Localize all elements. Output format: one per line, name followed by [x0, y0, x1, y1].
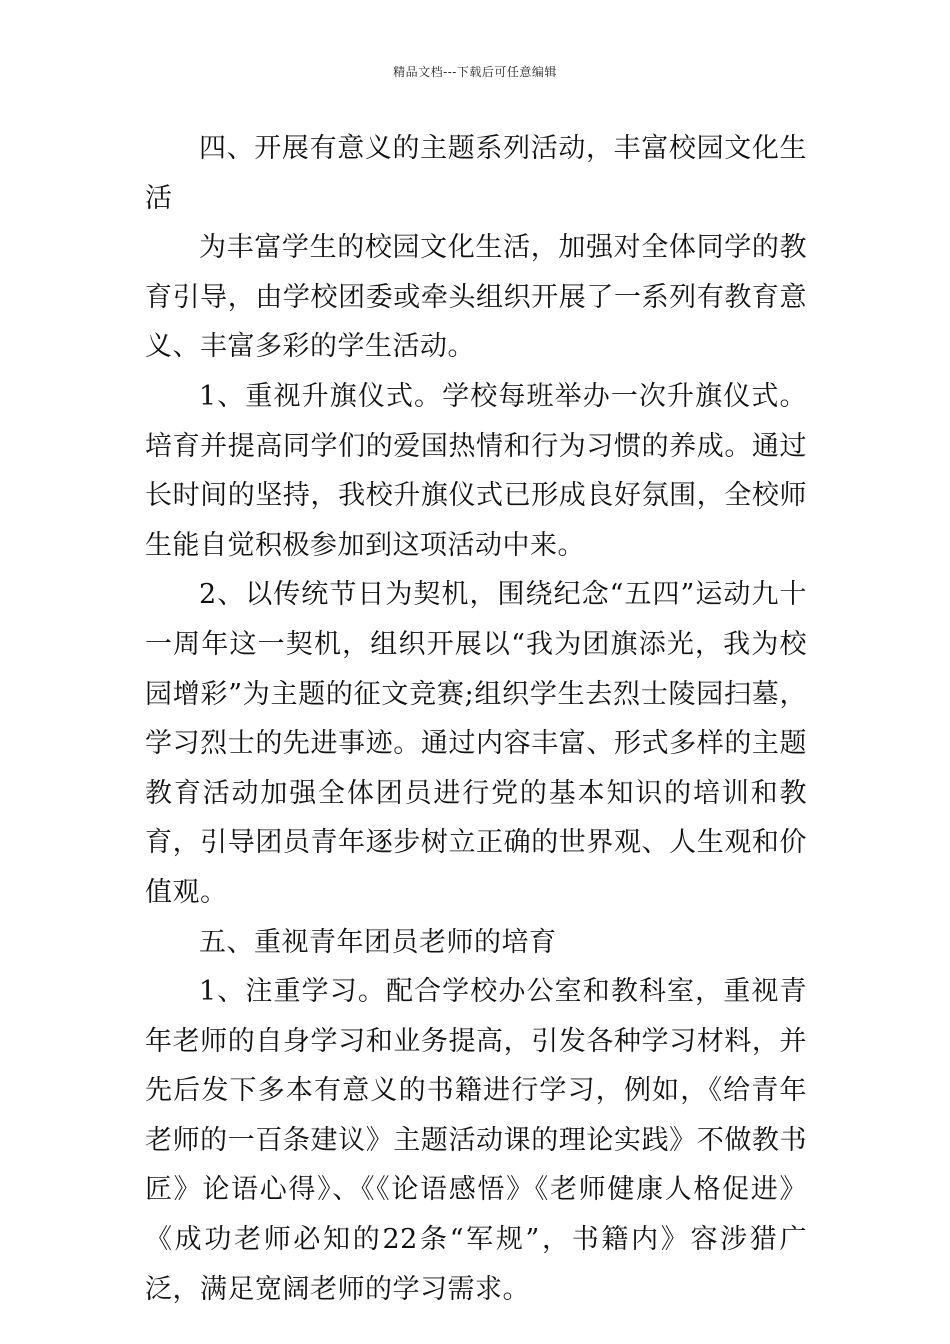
paragraph-study: 1、注重学习。配合学校办公室和教科室，重视青年老师的自身学习和业务提高，引发各种学习材料，并先后发下多本有意义的书籍进行学习，例如，《给青年老师的一百条建议》主题活动课的理论实践》不做教书匠》论语心得》、《《论语感悟》《老师健康人格促进》《成功老师必知的22条“军规”，书籍内》容涉猎广泛，满足宽阔老师的学习需求。	[145, 976, 807, 1305]
paragraph-festival-activities: 2、以传统节日为契机，围绕纪念“五四”运动九十一周年这一契机，组织开展以“我为团旗添光，我为校园增彩”为主题的征文竞赛;组织学生去烈士陵园扫墓，学习烈士的先进事迹。通过内容丰富、形式多样的主题教育活动加强全体团员进行党的基本知识的培训和教育，引导团员青年逐步树立正确的世界观、人生观和价值观。	[145, 579, 807, 908]
section-heading-five: 五、重视青年团员老师的培育	[199, 926, 557, 958]
paragraph-intro: 为丰富学生的校园文化生活，加强对全体同学的教育引导，由学校团委或牵头组织开展了一系列有教育意义、丰富多彩的学生活动。	[145, 232, 807, 363]
document-body	[145, 124, 807, 1314]
page-header: 精品文档---下载后可任意编辑	[393, 65, 557, 79]
section-heading-four: 四、开展有意义的主题系列活动，丰富校园文化生活	[145, 133, 807, 214]
paragraph-flag-ceremony: 1、重视升旗仪式。学校每班举办一次升旗仪式。培育并提高同学们的爱国热情和行为习惯的养成。通过长时间的坚持，我校升旗仪式已形成良好氛围，全校师生能自觉积极参加到这项活动中来。	[145, 380, 807, 561]
